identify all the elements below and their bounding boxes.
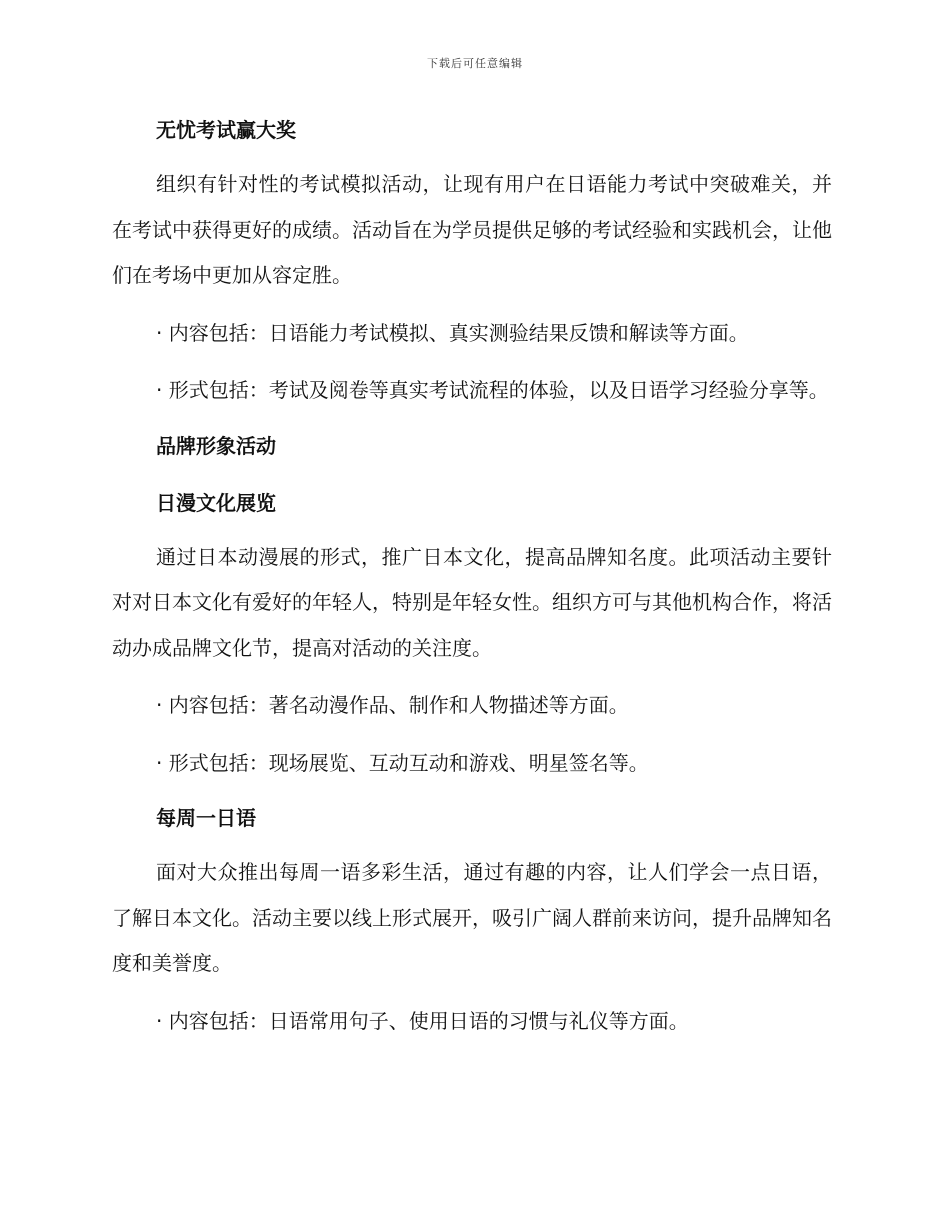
bullet-exam-format: · 形式包括：考试及阅卷等真实考试流程的体验，以及日语学习经验分享等。 <box>156 378 829 402</box>
section-heading-exam-prize: 无忧考试赢大奖 <box>156 118 296 142</box>
bullet-exam-content: · 内容包括：日语能力考试模拟、真实测验结果反馈和解读等方面。 <box>156 320 749 345</box>
section-paragraph-anime-exhibition: 通过日本动漫展的形式，推广日本文化，提高品牌知名度。此项活动主要针对对日本文化有爱好的年轻人，特别是年轻女性。组织方可与其他机构合作，将活动办成品牌文化节，提高对活动的关注度。 <box>112 544 832 660</box>
section-heading-weekly-japanese: 每周一日语 <box>156 806 256 830</box>
document-body <box>112 110 832 1044</box>
bullet-anime-format: · 形式包括：现场展览、互动互动和游戏、明星签名等。 <box>156 750 649 775</box>
bullet-anime-content: · 内容包括：著名动漫作品、制作和人物描述等方面。 <box>156 693 629 717</box>
bullet-weekly-content: · 内容包括：日语常用句子、使用日语的习惯与礼仪等方面。 <box>156 1008 689 1033</box>
section-heading-anime-exhibition: 日漫文化展览 <box>156 490 276 515</box>
section-heading-brand-image: 品牌形象活动 <box>156 433 276 458</box>
section-paragraph-weekly-japanese: 面对大众推出每周一语多彩生活，通过有趣的内容，让人们学会一点日语，了解日本文化。活动主要以线上形式展开，吸引广阔人群前来访问，提升品牌知名度和美誉度。 <box>112 860 832 975</box>
section-paragraph-exam-prize: 组织有针对性的考试模拟活动，让现有用户在日语能力考试中突破难关，并在考试中获得更好的成绩。活动旨在为学员提供足够的考试经验和实践机会，让他们在考场中更加从容定胜。 <box>112 172 832 287</box>
page-header: 下载后可任意编辑 <box>427 57 523 70</box>
